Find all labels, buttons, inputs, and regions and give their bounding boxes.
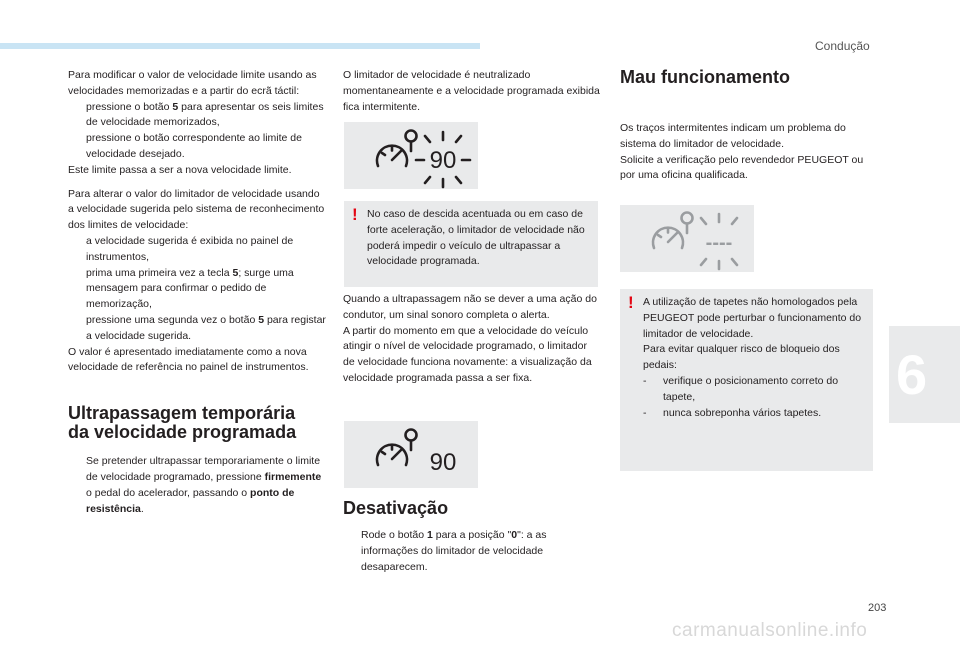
bullet-item bbox=[68, 131, 326, 163]
section-heading-malfunction: Mau funcionamento bbox=[620, 67, 790, 87]
warning-content bbox=[643, 295, 869, 421]
bullet-item bbox=[68, 234, 326, 266]
speed-limiter-flashing-icon bbox=[344, 122, 478, 189]
text-bold: firmemente bbox=[264, 470, 322, 483]
column-middle-mid bbox=[343, 292, 601, 395]
dash-item bbox=[643, 374, 869, 406]
text: ; surge uma mensagem para confirmar o pedido de memorização, bbox=[86, 266, 294, 311]
display-flashing-limit bbox=[344, 122, 478, 189]
display-speed-value: 90 bbox=[429, 449, 457, 476]
paragraph-resume: A partir do momento em que a velocidade do veículo atingir o nível de velocidade programado, o limitador de velocidade funciona novamente: a visualização da velocidade programada passa a ser fixa. bbox=[343, 324, 592, 384]
column-middle-bottom bbox=[343, 499, 601, 575]
text-bold: 5 bbox=[258, 313, 265, 326]
text-bold: 5 bbox=[232, 266, 239, 279]
bullet-item bbox=[68, 100, 326, 132]
section-heading-deactivation: Desativação bbox=[343, 498, 449, 518]
chapter-number: 6 bbox=[896, 343, 928, 406]
column-middle-top bbox=[343, 68, 601, 123]
warning-box-descent bbox=[344, 201, 598, 287]
column-right-top bbox=[620, 68, 878, 192]
section-heading-overtake bbox=[68, 404, 326, 442]
paragraph-neutralized: O limitador de velocidade é neutralizado momentaneamente e a velocidade programada exibida fica intermitente. bbox=[343, 69, 600, 113]
paragraph-overtake bbox=[68, 454, 326, 517]
text: pressione o botão correspondente ao limite de velocidade desejado. bbox=[86, 132, 302, 160]
text: pressione uma segunda vez o botão bbox=[86, 313, 259, 326]
text: Se pretender ultrapassar temporariamente o limite de velocidade programado, pressione bbox=[86, 455, 321, 483]
text: verifique o posicionamento correto do tapete, bbox=[663, 374, 839, 403]
display-speed-value: 90 bbox=[429, 147, 457, 174]
speed-limiter-fault-icon bbox=[620, 205, 754, 272]
warning-text: A utilização de tapetes não homologados pela PEUGEOT pode perturbar o funcionamento do limitador de velocidade. bbox=[643, 296, 862, 340]
dash-item bbox=[643, 406, 869, 422]
dash-marker: - bbox=[643, 374, 647, 387]
text: nunca sobreponha vários tapetes. bbox=[663, 406, 822, 419]
heading-line: da velocidade programada bbox=[68, 422, 297, 443]
bullet-item bbox=[68, 313, 326, 345]
warning-icon: ! bbox=[628, 293, 634, 312]
text-bold: 5 bbox=[172, 100, 179, 113]
warning-box-mats bbox=[620, 289, 873, 471]
text: . bbox=[140, 502, 144, 515]
display-fault-dashes: ---- bbox=[705, 232, 733, 254]
header-accent-bar bbox=[0, 43, 480, 49]
watermark-text: carmanualsonline.info bbox=[672, 620, 868, 641]
display-fixed-limit bbox=[344, 421, 478, 488]
paragraph-memorized-speeds bbox=[68, 68, 326, 179]
text-bold: 1 bbox=[426, 529, 433, 541]
text-bold: ponto de resistência bbox=[86, 486, 295, 515]
text: para apresentar os seis limites de velocidade memorizados, bbox=[86, 100, 324, 129]
text: prima uma primeira vez a tecla bbox=[86, 266, 233, 279]
heading-line: Ultrapassagem temporária bbox=[68, 403, 296, 424]
text-bold: 0 bbox=[511, 529, 518, 541]
bullet-item bbox=[68, 266, 326, 313]
warning-text: Para evitar qualquer risco de bloqueio dos pedais: bbox=[643, 343, 840, 372]
paragraph-dashes: Os traços intermitentes indicam um problema do sistema do limitador de velocidade. bbox=[620, 122, 846, 150]
section-title: Condução bbox=[815, 39, 870, 53]
text: pressione o botão bbox=[86, 100, 173, 113]
text: ": a as informações do limitador de velocidade desaparecem. bbox=[361, 529, 547, 573]
page-number: 203 bbox=[868, 602, 887, 614]
paragraph-dealer: Solicite a verificação pelo revendedor PEUGEOT ou por uma oficina qualificada. bbox=[620, 153, 864, 182]
speed-limiter-fixed-icon bbox=[344, 421, 478, 488]
bullet-item bbox=[68, 454, 326, 517]
bullet-item bbox=[343, 528, 601, 575]
text: O valor é apresentado imediatamente como a nova velocidade de referência no painel de instrumentos. bbox=[68, 345, 309, 374]
warning-text: No caso de descida acentuada ou em caso de forte aceleração, o limitador de velocidade não poderá impedir o veículo de ultrapassar a velocidade programada. bbox=[367, 208, 585, 268]
warning-icon: ! bbox=[352, 205, 358, 224]
text: para a posição " bbox=[432, 529, 512, 541]
paragraph-alert: Quando a ultrapassagem não se dever a uma ação do condutor, um sinal sonoro completa o alerta. bbox=[343, 293, 597, 321]
text: Rode o botão bbox=[361, 529, 427, 541]
paragraph-suggested-speed bbox=[68, 187, 326, 377]
dash-marker: - bbox=[643, 406, 647, 419]
text: para registar a velocidade sugerida. bbox=[86, 313, 326, 342]
text: a velocidade sugerida é exibida no painel de instrumentos, bbox=[86, 234, 294, 263]
display-malfunction bbox=[620, 205, 754, 272]
text: o pedal do acelerador, passando o bbox=[86, 486, 251, 499]
text: Para alterar o valor do limitador de velocidade usando a velocidade sugerida pelo sistema de reconhecimento dos limites de velocidade: bbox=[68, 187, 325, 232]
text: Este limite passa a ser a nova velocidade limite. bbox=[68, 163, 292, 176]
column-left bbox=[68, 68, 326, 525]
text: Para modificar o valor de velocidade limite usando as velocidades memorizadas e a partir do ecrã táctil: bbox=[68, 69, 317, 97]
